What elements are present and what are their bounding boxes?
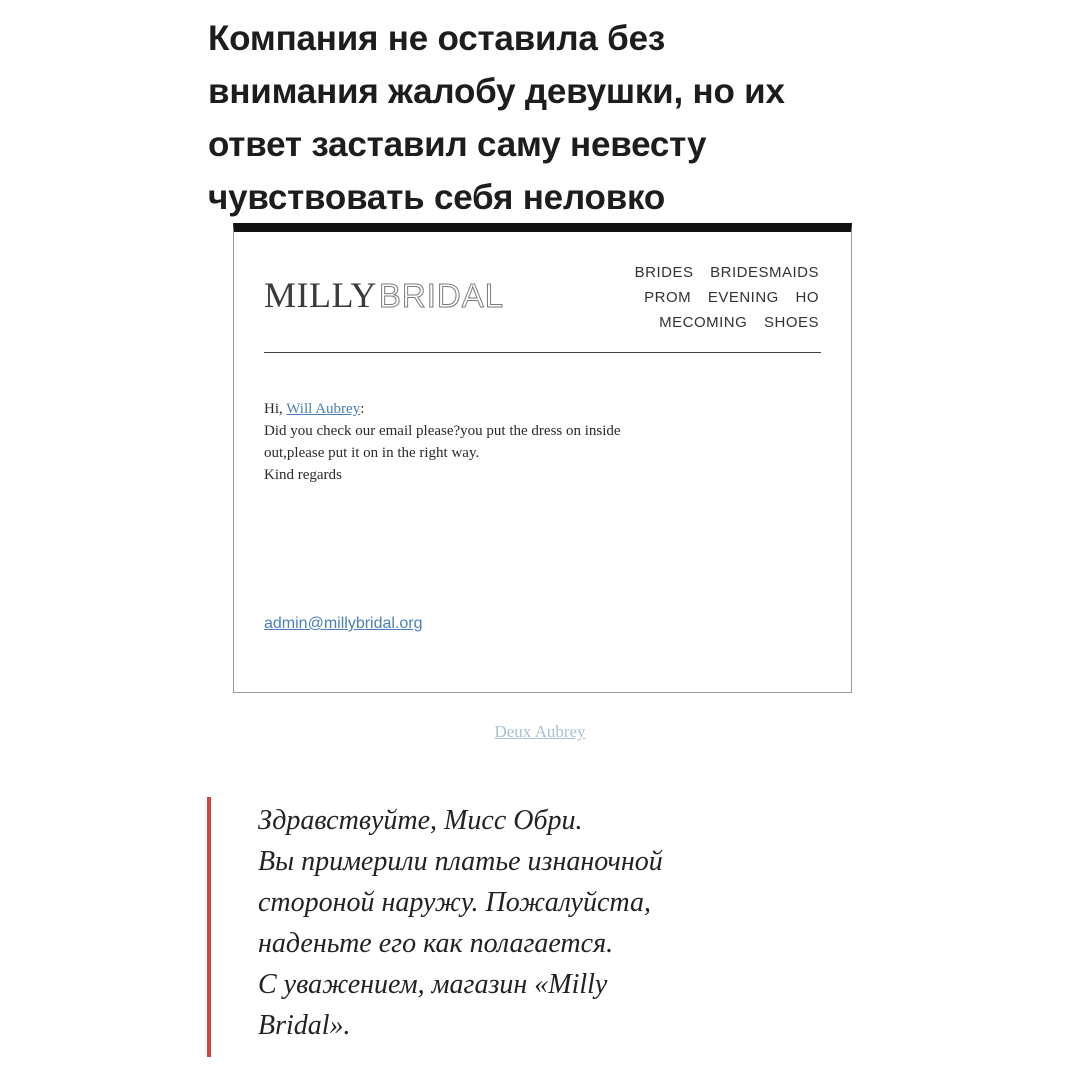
nav-item-homecoming-part1[interactable]: HO (795, 289, 819, 306)
quote-line: наденьте его как полагается. (258, 928, 614, 959)
nav-item-brides[interactable]: BRIDES (634, 264, 694, 281)
quote-line: Здравствуйте, Мисс Обри. (258, 805, 583, 836)
email-signoff: Kind regards (264, 467, 342, 483)
nav-row (635, 260, 819, 285)
email-body-line: Did you check our email please?you put the dress on inside (264, 423, 621, 439)
recipient-name-link[interactable]: Will Aubrey (286, 401, 361, 417)
email-greeting (264, 398, 804, 420)
greeting-prefix: Hi, (264, 401, 283, 417)
quote-accent-bar (207, 797, 211, 1057)
email-body-line: out,please put it on in the right way. (264, 445, 480, 461)
nav-item-homecoming-part2[interactable]: MECOMING (659, 314, 748, 331)
quote-line: Bridal». (258, 1010, 351, 1041)
milly-bridal-logo (264, 274, 504, 316)
headline-line: ответ заставил саму невесту (208, 125, 707, 164)
image-caption-link[interactable]: Deux Aubrey (494, 722, 586, 741)
nav-item-shoes[interactable]: SHOES (763, 314, 819, 331)
article-headline (208, 12, 868, 224)
headline-line: чувствовать себя неловко (208, 178, 666, 217)
nav-item-bridesmaids[interactable]: BRIDESMAIDS (710, 264, 819, 281)
translated-quote (258, 800, 858, 1046)
email-body (264, 398, 804, 486)
headline-line: внимания жалобу девушки, но их (208, 72, 785, 111)
nav-row (635, 310, 819, 335)
admin-email-link[interactable]: admin@millybridal.org (264, 615, 423, 632)
quote-line: С уважением, магазин «Milly (258, 969, 608, 1000)
quote-line: Вы примерили платье изнаночной (258, 846, 663, 877)
logo-bridal-text: BRIDAL (378, 277, 505, 314)
email-screenshot (233, 223, 852, 693)
greeting-suffix: : (360, 401, 365, 417)
email-header-divider (264, 352, 821, 353)
quote-line: стороной наружу. Пожалуйста, (258, 887, 651, 918)
nav-row (635, 285, 819, 310)
email-nav-menu (635, 260, 819, 335)
logo-milly-text: MILLY (264, 275, 377, 315)
headline-line: Компания не оставила без (208, 19, 666, 58)
nav-item-evening[interactable]: EVENING (707, 289, 779, 306)
nav-item-prom[interactable]: PROM (644, 289, 692, 306)
